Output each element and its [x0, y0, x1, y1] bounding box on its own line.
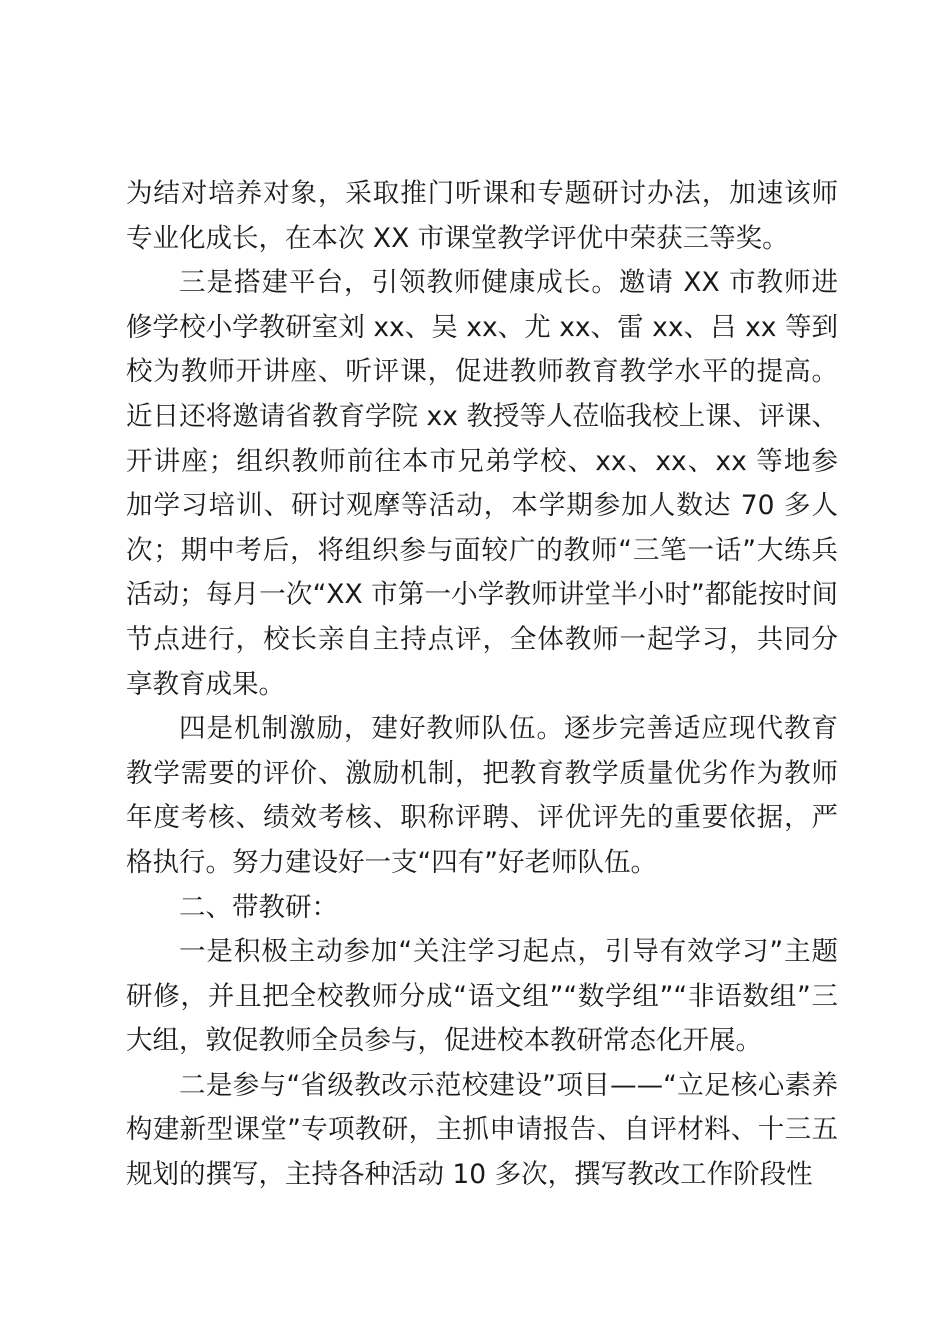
paragraph-research-two: 二是参与“省级教改示范校建设”项目——“立足核心素养构建新型课堂”专项教研，主抓申请报告、自评材料、十三五规划的撰写，主持各种活动 10 多次，撰写教改工作阶段性 [126, 1069, 838, 1191]
paragraph-incentive: 四是机制激励，建好教师队伍。逐步完善适应现代教育教学需要的评价、激励机制，把教育教学质量优劣作为教师年度考核、绩效考核、职称评聘、评优评先的重要依据，严格执行。努力建设好一支“四有”好老师队伍。 [126, 713, 838, 878]
document-body [126, 172, 838, 1198]
paragraph-platform: 三是搭建平台，引领教师健康成长。邀请 XX 市教师进修学校小学教研室刘 xx、吴 xx、尤 xx、雷 xx、吕 xx 等到校为教师开讲座、听评课，促进教师教育教学水平的提高。近日还将邀请省教育学院 xx 教授等人莅临我校上课、评课、开讲座；组织教师前往本市兄弟学校、xx、xx、xx 等地参加学习培训、研讨观摩等活动，本学期参加人数达 70 多人次；期中考后，将组织参与面较广的教师“三笔一话”大练兵活动；每月一次“XX 市第一小学教师讲堂半小时”都能按时间节点进行，校长亲自主持点评，全体教师一起学习，共同分享教育成果。 [126, 267, 838, 700]
paragraph-research-one: 一是积极主动参加“关注学习起点，引导有效学习”主题研修，并且把全校教师分成“语文组”“数学组”“非语数组”三大组，敦促教师全员参与，促进校本教研常态化开展。 [126, 936, 838, 1057]
section-heading-teaching-research: 二、带教研： [179, 891, 338, 923]
paragraph-continuation: 为结对培养对象，采取推门听课和专题研讨办法，加速该师专业化成长，在本次 XX 市课堂教学评优中荣获三等奖。 [126, 178, 838, 254]
